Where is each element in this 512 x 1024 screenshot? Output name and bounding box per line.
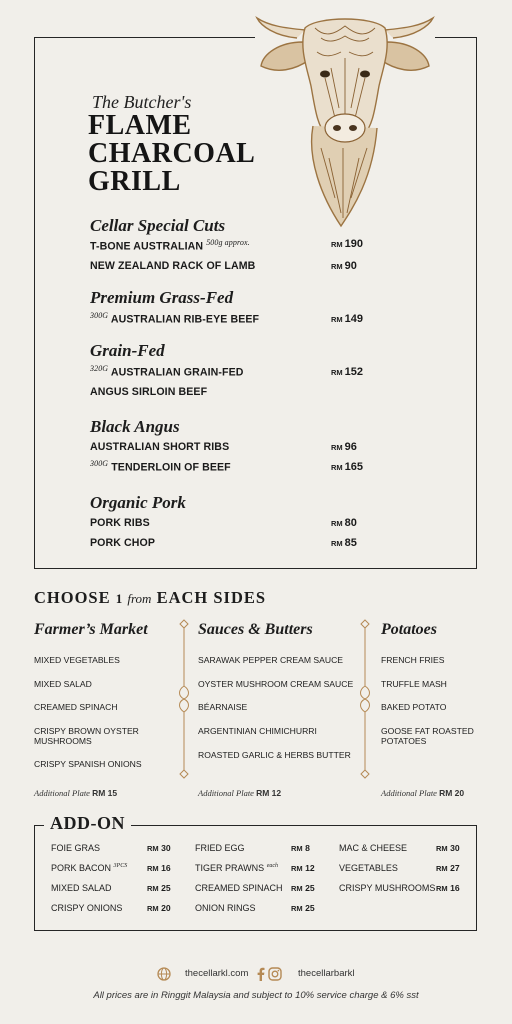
item-name-cont: ANGUS SIRLOIN BEEF — [90, 386, 208, 398]
potatoes-title: Potatoes — [381, 621, 437, 638]
addon-price: RM 25 — [147, 883, 171, 893]
addon-price: RM 16 — [436, 883, 460, 893]
instagram-icon[interactable] — [268, 967, 282, 981]
brand-line-3: GRILL — [88, 166, 181, 197]
addon-item: ONION RINGS — [195, 903, 256, 913]
addon-price: RM 30 — [147, 843, 171, 853]
addon-frame — [34, 825, 477, 931]
addon-item: CRISPY ONIONS — [51, 903, 123, 913]
item-weight: 300G — [90, 311, 109, 320]
item-price: RM 149 — [331, 313, 364, 325]
item-name: PORK CHOP — [90, 537, 156, 549]
side-item: TRUFFLE MASH — [381, 679, 447, 689]
price-footnote: All prices are in Ringgit Malaysia and subject to 10% service charge & 6% sst — [93, 990, 419, 1001]
menu-item — [90, 364, 244, 379]
additional-plate: Additional Plate RM 12 — [198, 788, 282, 798]
addon-price: RM 12 — [291, 863, 315, 873]
side-item: FRENCH FRIES — [381, 655, 445, 665]
side-item: ARGENTINIAN CHIMICHURRI — [198, 726, 317, 736]
social-handle[interactable]: thecellarbarkl — [298, 968, 355, 979]
item-name: NEW ZEALAND RACK OF LAMB — [90, 260, 256, 272]
additional-plate: Additional Plate RM 15 — [34, 788, 118, 798]
item-weight: 320G — [90, 364, 109, 373]
addon-item: TIGER PRAWNS $^{each}$ — [195, 863, 279, 873]
category-title: Organic Pork — [90, 493, 186, 512]
item-price: RM 90 — [331, 260, 357, 272]
additional-plate: Additional Plate RM 20 — [381, 788, 465, 798]
addon-item: MIXED SALAD — [51, 883, 112, 893]
addon-item: CREAMED SPINACH — [195, 883, 283, 893]
addon-item: MAC & CHEESE — [339, 843, 408, 853]
globe-icon — [157, 967, 171, 981]
item-name: T-BONE AUSTRALIAN — [90, 240, 204, 253]
side-item: CREAMED SPINACH — [34, 702, 118, 712]
addon-price: RM 25 — [291, 903, 315, 913]
menu-item — [90, 238, 250, 253]
ornament-divider — [357, 618, 373, 780]
ornament-divider — [176, 618, 192, 780]
sauces-title: Sauces & Butters — [198, 621, 313, 638]
addon-price: RM 16 — [147, 863, 171, 873]
item-price: RM 96 — [331, 441, 357, 453]
facebook-icon[interactable] — [257, 967, 265, 981]
brand-script: The Butcher's — [92, 92, 192, 112]
farmers-market-title: Farmer’s Market — [34, 621, 148, 638]
category-title: Black Angus — [90, 417, 180, 436]
brand-line-2: CHARCOAL — [88, 138, 256, 169]
item-name: TENDERLOIN OF BEEF — [111, 461, 231, 474]
addon-price: RM 25 — [291, 883, 315, 893]
brand-line-1: FLAME — [88, 110, 192, 141]
menu-item — [90, 311, 259, 326]
addon-price: RM 30 — [436, 843, 460, 853]
item-weight: 300G — [90, 459, 109, 468]
item-name: AUSTRALIAN RIB-EYE BEEF — [110, 313, 260, 326]
website-link[interactable]: thecellarkl.com — [185, 968, 249, 979]
sides-title: CHOOSE 1 from EACH SIDES — [34, 588, 267, 607]
item-price: RM 190 — [331, 238, 364, 250]
side-item: OYSTER MUSHROOM CREAM SAUCE — [198, 679, 354, 689]
bull-head-illustration — [255, 8, 435, 230]
side-item: BAKED POTATO — [381, 702, 447, 712]
side-item: ROASTED GARLIC & HERBS BUTTER — [198, 750, 351, 760]
addon-item: CRISPY MUSHROOMS — [339, 883, 436, 893]
menu-item — [90, 459, 231, 474]
side-item: CRISPY BROWN OYSTER MUSHROOMS — [34, 726, 139, 746]
side-item: SARAWAK PEPPER CREAM SAUCE — [198, 655, 344, 665]
item-name: PORK RIBS — [90, 517, 150, 529]
category-title: Cellar Special Cuts — [90, 216, 226, 235]
addon-item: FRIED EGG — [195, 843, 245, 853]
addon-price: RM 27 — [436, 863, 460, 873]
side-item: GOOSE FAT ROASTED POTATOES — [381, 726, 474, 746]
side-item: CRISPY SPANISH ONIONS — [34, 759, 142, 769]
item-name: AUSTRALIAN GRAIN-FED — [110, 366, 244, 379]
side-item: MIXED SALAD — [34, 679, 92, 689]
side-item: MIXED VEGETABLES — [34, 655, 120, 665]
addon-price: RM 8 — [291, 843, 310, 853]
category-title: Grain-Fed — [90, 341, 165, 360]
addon-item: FOIE GRAS — [51, 843, 101, 853]
side-item: BÉARNAISE — [198, 702, 248, 712]
addon-price: RM 20 — [147, 903, 171, 913]
item-price: RM 152 — [331, 366, 364, 378]
item-note: 500g approx. — [206, 238, 250, 247]
item-price: RM 165 — [331, 461, 364, 473]
addon-title: ADD-ON — [44, 813, 131, 834]
item-name: AUSTRALIAN SHORT RIBS — [90, 441, 230, 453]
item-price: RM 80 — [331, 517, 357, 529]
addon-item: PORK BACON $^{3PCS}$ — [51, 863, 128, 873]
item-price: RM 85 — [331, 537, 357, 549]
category-title: Premium Grass-Fed — [90, 288, 234, 307]
addon-item: VEGETABLES — [339, 863, 398, 873]
